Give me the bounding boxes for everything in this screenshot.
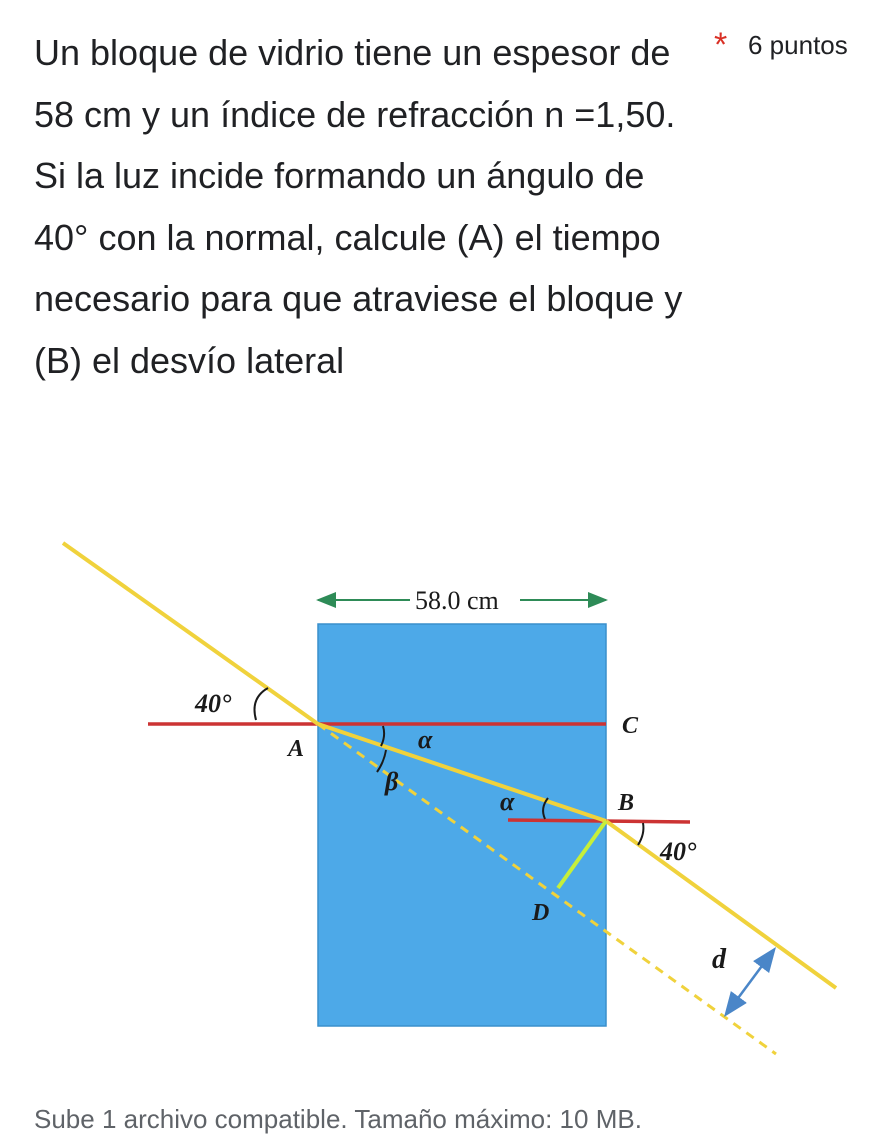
point-a-label: A bbox=[288, 736, 305, 762]
angle-out-label: 40° bbox=[660, 837, 697, 866]
upload-hint: Sube 1 archivo compatible. Tamaño máximo: 10 MB. bbox=[34, 1104, 642, 1134]
angle-arc-incident bbox=[255, 688, 269, 720]
incident-ray bbox=[63, 543, 318, 724]
width-label: 58.0 cm bbox=[415, 586, 499, 615]
angle-arc-emergent bbox=[638, 823, 643, 845]
beta-label: β bbox=[385, 767, 399, 796]
alpha-top-label: α bbox=[418, 725, 433, 754]
question-text: Un bloque de vidrio tiene un espesor de 58 cm y un índice de refracción n =1,50. Si la luz incide formando un ángulo de 40° con la normal, calcule (A) el tiempo necesario para que atraviese el bloque y (B) el desvío lateral bbox=[34, 32, 683, 381]
point-b-label: B bbox=[618, 790, 635, 816]
alpha-bottom-label: α bbox=[500, 787, 515, 816]
shift-label: d bbox=[712, 944, 726, 975]
required-asterisk: * bbox=[714, 26, 728, 64]
angle-in-label: 40° bbox=[195, 689, 232, 718]
refraction-figure bbox=[0, 520, 886, 1080]
point-d-label: D bbox=[532, 900, 550, 926]
points-label: 6 puntos bbox=[748, 30, 848, 60]
glass-block bbox=[318, 624, 606, 1026]
point-c-label: C bbox=[622, 713, 639, 739]
lateral-shift-arrow bbox=[727, 951, 773, 1013]
